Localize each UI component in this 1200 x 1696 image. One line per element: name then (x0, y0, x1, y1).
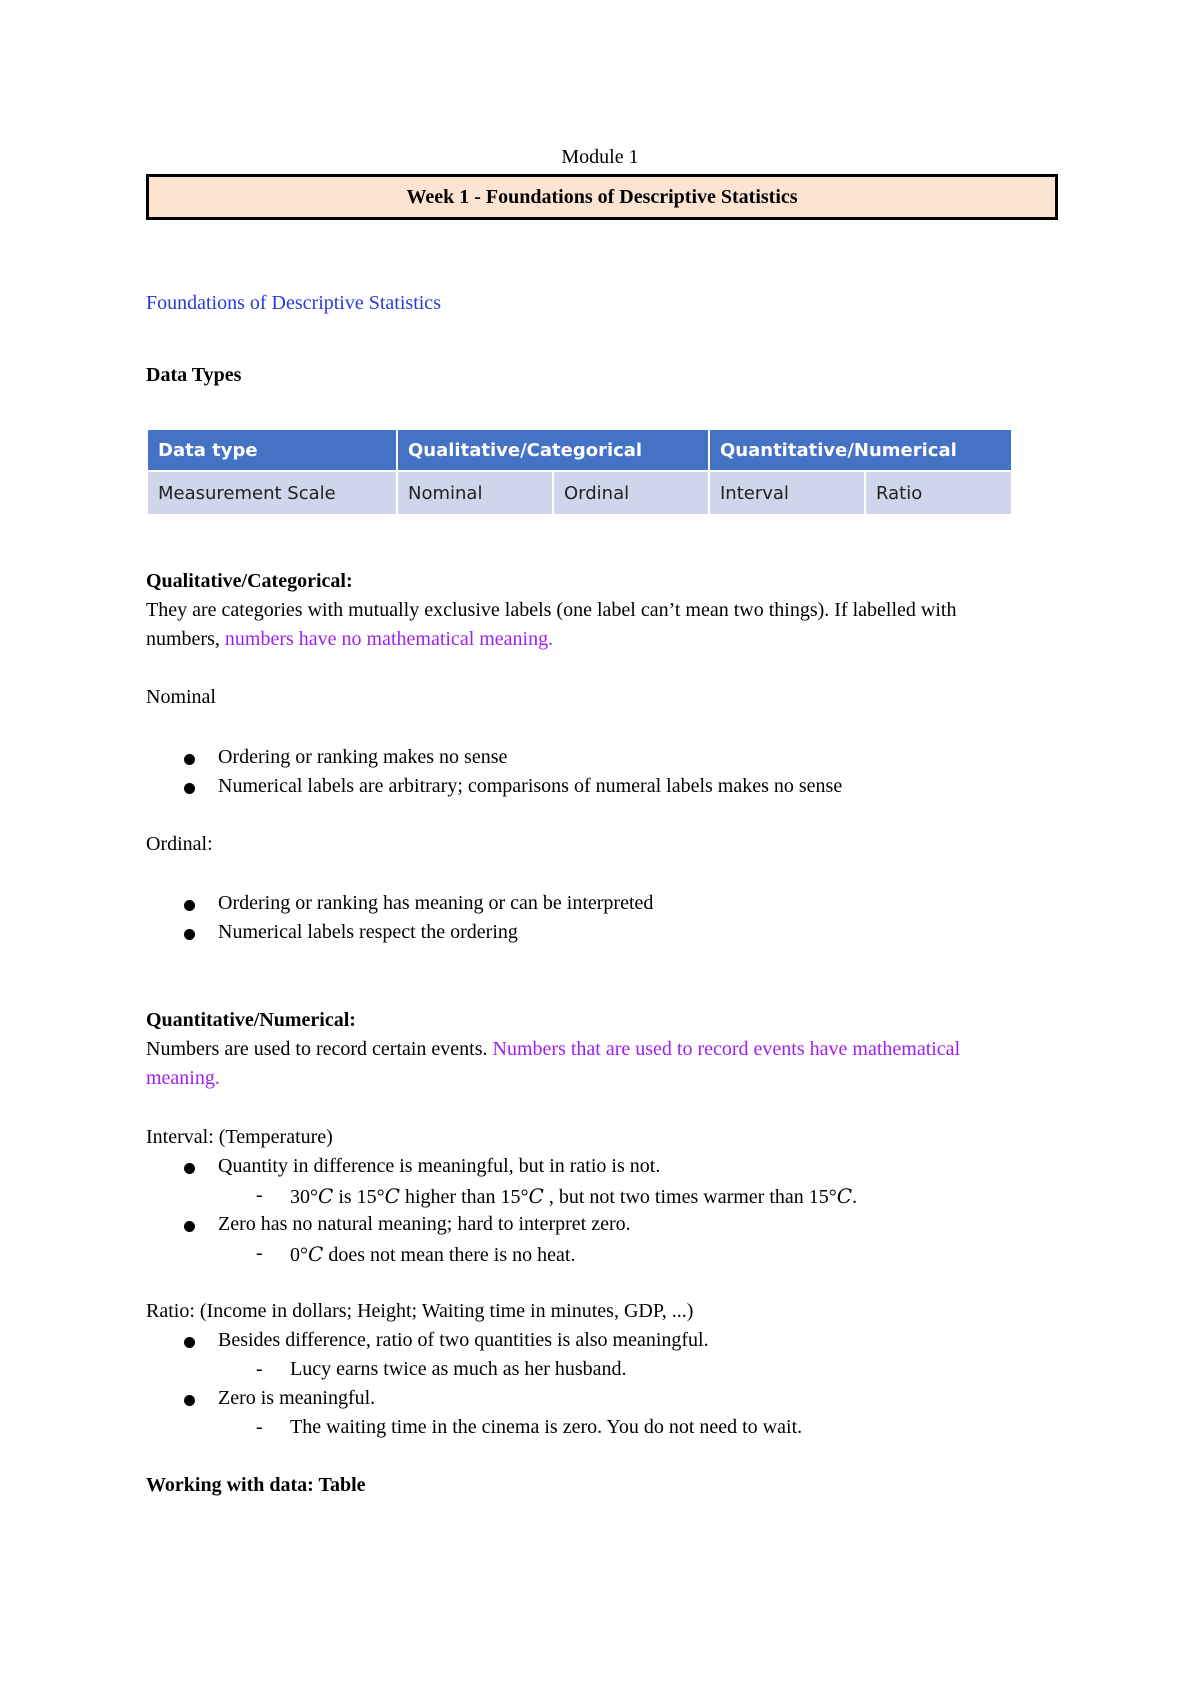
list-item-text: Zero has no natural meaning; hard to interpret zero. (218, 1213, 631, 1235)
bullet-icon (184, 1221, 195, 1232)
temperature-value: 15° (356, 1186, 385, 1208)
unit-symbol: C (318, 1184, 334, 1208)
interval-label: Interval: (Temperature) (146, 1126, 333, 1148)
table-cell: Nominal (398, 472, 552, 514)
unit-symbol: C (308, 1242, 324, 1266)
temperature-value: 0° (290, 1244, 308, 1266)
list-item-text: Zero is meaningful. (218, 1387, 376, 1409)
list-item-text: Ordering or ranking has meaning or can be interpreted (218, 892, 654, 914)
bullet-icon (184, 900, 195, 911)
module-label: Module 1 (561, 146, 639, 168)
table-cell: Interval (710, 472, 864, 514)
list-item-text: Numerical labels respect the ordering (218, 921, 518, 943)
table-row (148, 472, 1011, 514)
text-run: , but not two times warmer than (543, 1186, 809, 1208)
list-item-text: Besides difference, ratio of two quantities is also meaningful. (218, 1329, 709, 1351)
table-cell: Measurement Scale (148, 472, 396, 514)
temperature-value: 15° (808, 1186, 837, 1208)
list-item-text: Numerical labels are arbitrary; comparisons of numeral labels makes no sense (218, 775, 843, 797)
bullet-icon (184, 1395, 195, 1406)
bullet-icon (184, 1163, 195, 1174)
text-run: higher than (399, 1186, 501, 1208)
text-run: is (333, 1186, 357, 1208)
section-link-title[interactable]: Foundations of Descriptive Statistics (146, 292, 441, 314)
unit-symbol: C (384, 1184, 400, 1208)
nominal-label: Nominal (146, 686, 216, 708)
dash-marker: - (256, 1358, 263, 1380)
sub-list-item-text: The waiting time in the cinema is zero. You do not need to wait. (290, 1416, 803, 1438)
table-cell: Ordinal (554, 472, 708, 514)
bullet-icon (184, 783, 195, 794)
qualitative-line-1: They are categories with mutually exclusive labels (one label can’t mean two things). If labelled with (146, 599, 957, 621)
temperature-value: 30° (290, 1186, 318, 1208)
week-banner (146, 174, 1058, 220)
bullet-icon (184, 1337, 195, 1348)
list-item-text: Ordering or ranking makes no sense (218, 746, 508, 768)
week-banner-title: Week 1 - Foundations of Descriptive Statistics (406, 185, 798, 208)
data-types-heading: Data Types (146, 364, 242, 386)
table-header-row (148, 430, 1011, 470)
sub-list-item-text: Lucy earns twice as much as her husband. (290, 1358, 627, 1380)
quantitative-line-1 (146, 1038, 960, 1061)
qualitative-heading: Qualitative/Categorical: (146, 570, 353, 592)
temperature-value: 15° (500, 1186, 529, 1208)
quantitative-heading: Quantitative/Numerical: (146, 1009, 356, 1031)
unit-symbol: C (836, 1184, 853, 1208)
qualitative-highlight: numbers have no mathematical meaning. (224, 628, 554, 650)
dash-marker: - (256, 1242, 263, 1264)
text-run: . (852, 1186, 858, 1208)
quantitative-line-1-prefix: Numbers are used to record certain events. (146, 1038, 493, 1060)
ratio-label: Ratio: (Income in dollars; Height; Waiting time in minutes, GDP, ...) (146, 1300, 694, 1322)
sub-list-item-text (290, 1184, 857, 1209)
quantitative-highlight: Numbers that are used to record events have mathematical (492, 1038, 961, 1060)
list-item-text: Quantity in difference is meaningful, but in ratio is not. (218, 1155, 661, 1177)
data-types-table (146, 428, 1013, 516)
table-header-cell: Data type (148, 430, 396, 470)
bullet-icon (184, 929, 195, 940)
unit-symbol: C (528, 1184, 544, 1208)
bullet-icon (184, 754, 195, 765)
qualitative-line-2 (146, 628, 553, 651)
qualitative-line-2-prefix: numbers, (146, 628, 225, 650)
table-cell: Ratio (866, 472, 1011, 514)
working-with-data-heading: Working with data: Table (146, 1474, 366, 1496)
dash-marker: - (256, 1184, 263, 1206)
text-run: does not mean there is no heat. (323, 1244, 576, 1266)
ordinal-label: Ordinal: (146, 833, 213, 855)
table-header-cell: Quantitative/Numerical (710, 430, 1011, 470)
quantitative-line-2: meaning. (146, 1067, 220, 1089)
sub-list-item-text (290, 1242, 575, 1267)
table-header-cell: Qualitative/Categorical (398, 430, 708, 470)
dash-marker: - (256, 1416, 263, 1438)
